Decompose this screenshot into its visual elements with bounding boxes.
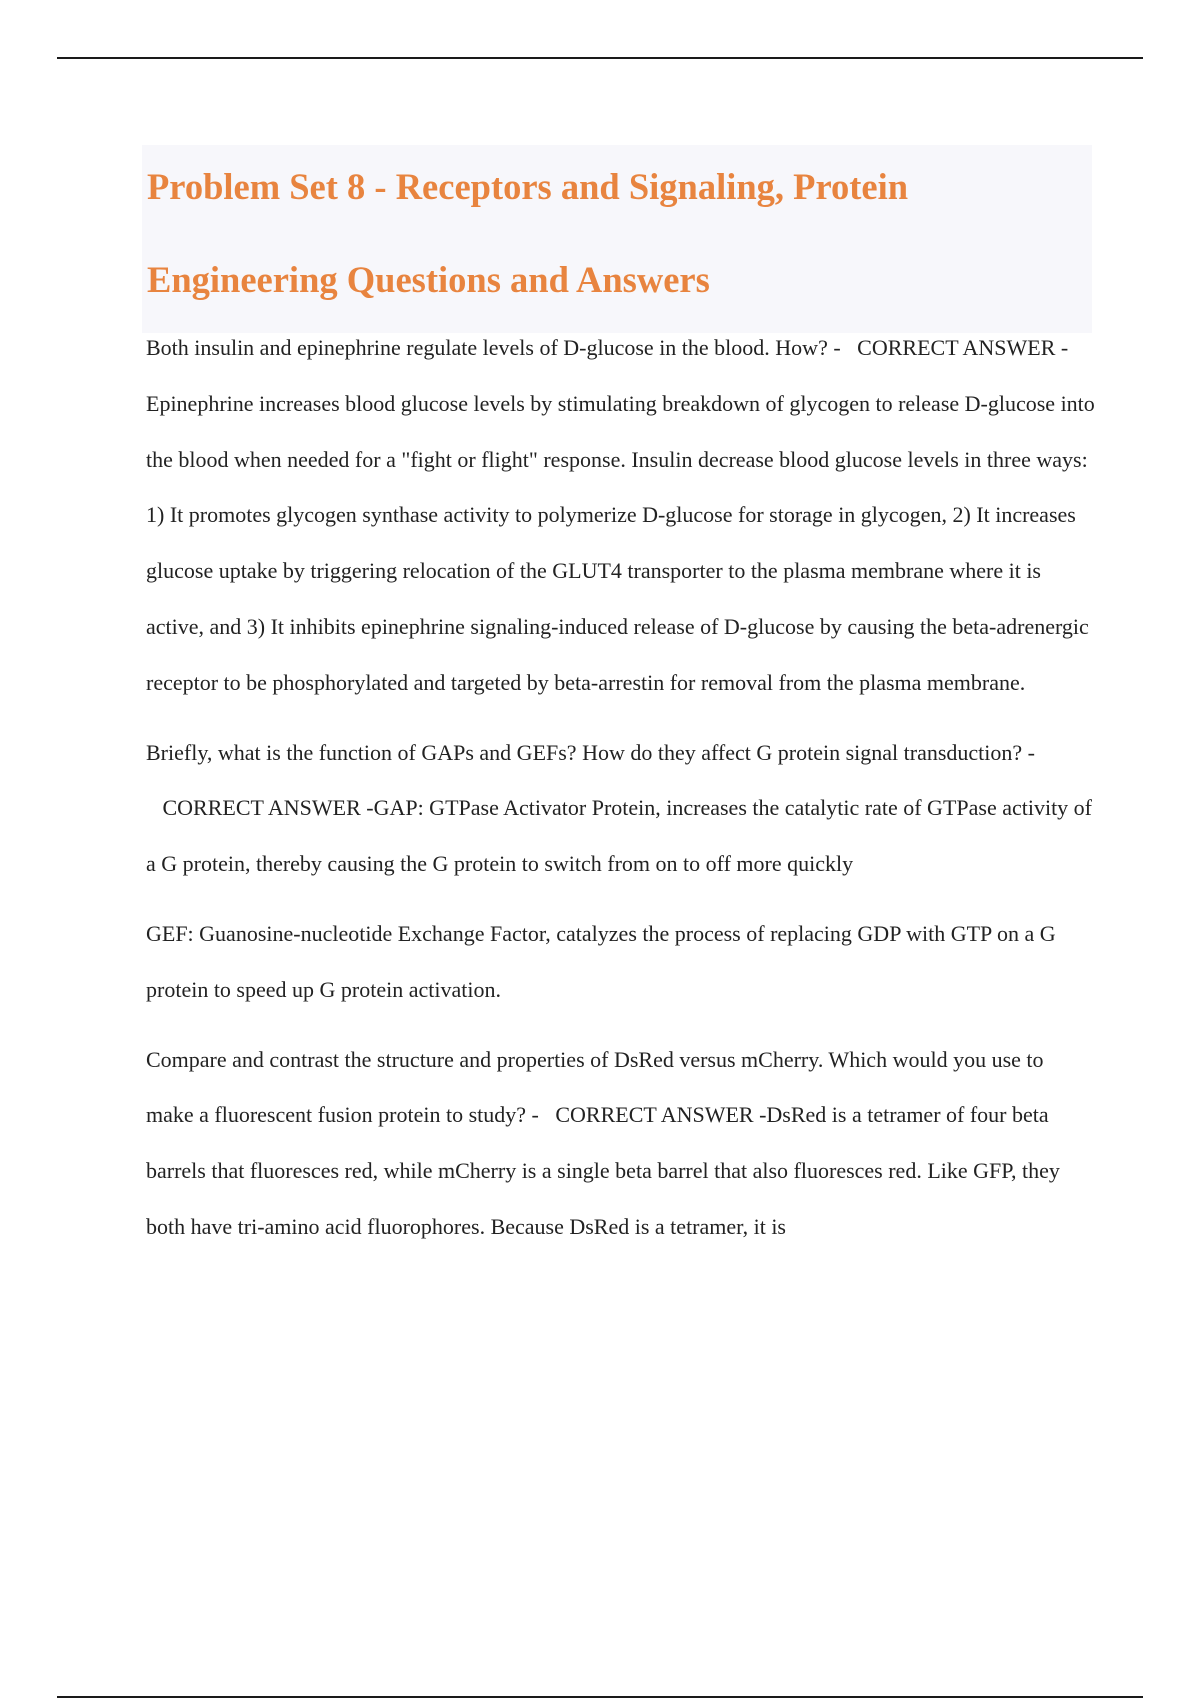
answer-3: GEF: Guanosine-nucleotide Exchange Factor, catalyzes the process of replacing GDP with GTP on a G protein to speed up G protein activation. <box>146 920 1056 1002</box>
qa-item-3 <box>146 906 1096 1018</box>
answer-4: CORRECT ANSWER -DsRed is a tetramer of four beta barrels that fluoresces red, while mCherry is a single beta barrel that also fluoresces red. Like GFP, they both have tri-amino acid fluorophores. Because DsRed is a tetramer, it is <box>146 1102 1060 1239</box>
top-rule <box>57 57 1143 59</box>
question-4: Compare and contrast the structure and properties of DsRed versus mCherry. Which would you use to make a fluorescent fusion protein to study? - <box>146 1046 1044 1128</box>
bottom-rule <box>57 1696 1143 1698</box>
page-title: Problem Set 8 - Receptors and Signaling, Protein Engineering Questions and Answers <box>147 166 909 300</box>
qa-item-1 <box>146 320 1096 711</box>
question-1: Both insulin and epinephrine regulate levels of D-glucose in the blood. How? - <box>146 335 841 360</box>
qa-item-2 <box>146 725 1096 892</box>
question-2: Briefly, what is the function of GAPs and GEFs? How do they affect G protein signal transduction? - <box>146 739 1035 765</box>
answer-2: CORRECT ANSWER -GAP: GTPase Activator Protein, increases the catalytic rate of GTPase activity of a G protein, thereby causing the G protein to switch from on to off more quickly <box>146 795 1093 877</box>
qa-item-4 <box>146 1032 1096 1255</box>
document-body <box>146 320 1096 1255</box>
answer-1: CORRECT ANSWER -Epinephrine increases blood glucose levels by stimulating breakdown of glycogen to release D-glucose into the blood when needed for a "fight or flight" response. Insulin decrease blood glucose levels in three ways: 1) It promotes glycogen synthase activity to polymerize D-glucose for storage in glycogen, 2) It increases glucose uptake by triggering relocation of the GLUT4 transporter to the plasma membrane where it is active, and 3) It inhibits epinephrine signaling-induced release of D-glucose by causing the beta-adrenergic receptor to be phosphorylated and targeted by beta-arrestin for removal from the plasma membrane. <box>146 335 1095 695</box>
